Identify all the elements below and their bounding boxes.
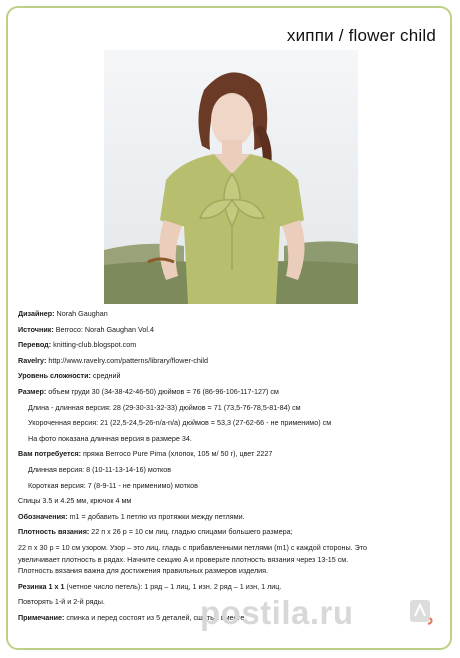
pattern-info [18, 308, 446, 623]
model-photo-illustration [104, 50, 358, 304]
info-value: knitting-club.blogspot.com [51, 340, 137, 350]
info-row-length-long: Длина - длинная версия: 28 (29-30-31-32-33) дюймов = 71 (73,5-76-78,5-81-84) см [28, 402, 301, 412]
ravelry-link[interactable]: http://www.ravelry.com/patterns/library/flower-child [46, 355, 209, 365]
info-row-materials [18, 448, 446, 460]
info-value: 22 п x 26 р = 10 см лиц. гладью спицами большего размера; [89, 527, 293, 537]
info-value: пряжа Berroco Pure Pima (хлопок, 105 м/ 50 г), цвет 2227 [81, 449, 273, 459]
model-photo [104, 50, 358, 304]
info-label: Примечание: [18, 612, 65, 622]
info-row-gauge-pattern-2: увеличивает плотность в рядах. Начните секцию A и проверьте плотность вязания через 13-15 см. [18, 554, 349, 564]
info-row-abbreviations [18, 511, 446, 523]
info-row-designer [18, 308, 446, 320]
info-label: Дизайнер: [18, 309, 55, 318]
info-value: средний [90, 371, 121, 381]
info-row-rib-repeat: Повторять 1-й и 2-й ряды. [18, 597, 105, 607]
info-label: Размер: [18, 386, 47, 396]
info-label: Резинка 1 х 1 [18, 581, 65, 591]
info-row-gauge [18, 526, 446, 538]
watermark-text: postila.ru [200, 594, 354, 631]
info-row-yarn-short: Короткая версия: 7 (8-9-11 - не применимо) мотков [28, 480, 198, 490]
info-label: Источник: [18, 324, 54, 334]
info-label: Уровень сложности: [18, 371, 91, 381]
info-value: (четное число петель): 1 ряд – 1 лиц, 1 изн. 2 ряд – 1 изн, 1 лиц. [64, 581, 282, 591]
info-value: Berroco: Norah Gaughan Vol.4 [53, 324, 155, 334]
info-row-photo-note: На фото показана длинная версия в размере 34. [28, 433, 192, 443]
info-row-size [18, 386, 446, 398]
info-row-gauge-pattern-1: 22 п x 30 р = 10 см узором. Узор – это лиц. гладь с прибавленными петлями (m1) с каждой стороны. Это [18, 542, 368, 552]
info-row-translation [18, 339, 446, 351]
postila-logo-icon [406, 596, 434, 626]
info-value: m1 = добавить 1 петлю из протяжки между петлями. [67, 511, 245, 521]
info-row-rib [18, 581, 446, 593]
info-row-yarn-long: Длинная версия: 8 (10-11-13-14-16) мотков [28, 464, 172, 474]
info-value: Norah Gaughan [54, 309, 108, 318]
info-value: спинка и перед состоят из 5 деталей, сшитых вместе. [64, 612, 247, 622]
page-title: хиппи / flower child [286, 26, 436, 45]
info-label: Обозначения: [18, 511, 68, 521]
info-row-needles: Спицы 3.5 и 4.25 мм, крючок 4 мм [18, 496, 132, 506]
info-row-gauge-pattern-3: Плотность вязания важна для достижения правильных размеров изделия. [18, 566, 269, 576]
info-label: Перевод: [18, 340, 52, 350]
info-label: Плотность вязания: [18, 527, 90, 537]
info-row-length-short: Укороченная версия: 21 (22,5-24,5-26-n/a-n/a) дюймов = 53,3 (27-62-66 - не применимо) см [28, 418, 332, 428]
info-label: Вам потребуется: [18, 449, 82, 459]
info-row-difficulty [18, 370, 446, 382]
info-row-ravelry [18, 355, 446, 367]
info-row-source [18, 324, 446, 336]
info-label: Ravelry: [18, 355, 47, 365]
info-value: объем груди 30 (34-38-42-46-50) дюймов = 76 (86-96-106-117-127) см [46, 386, 279, 396]
